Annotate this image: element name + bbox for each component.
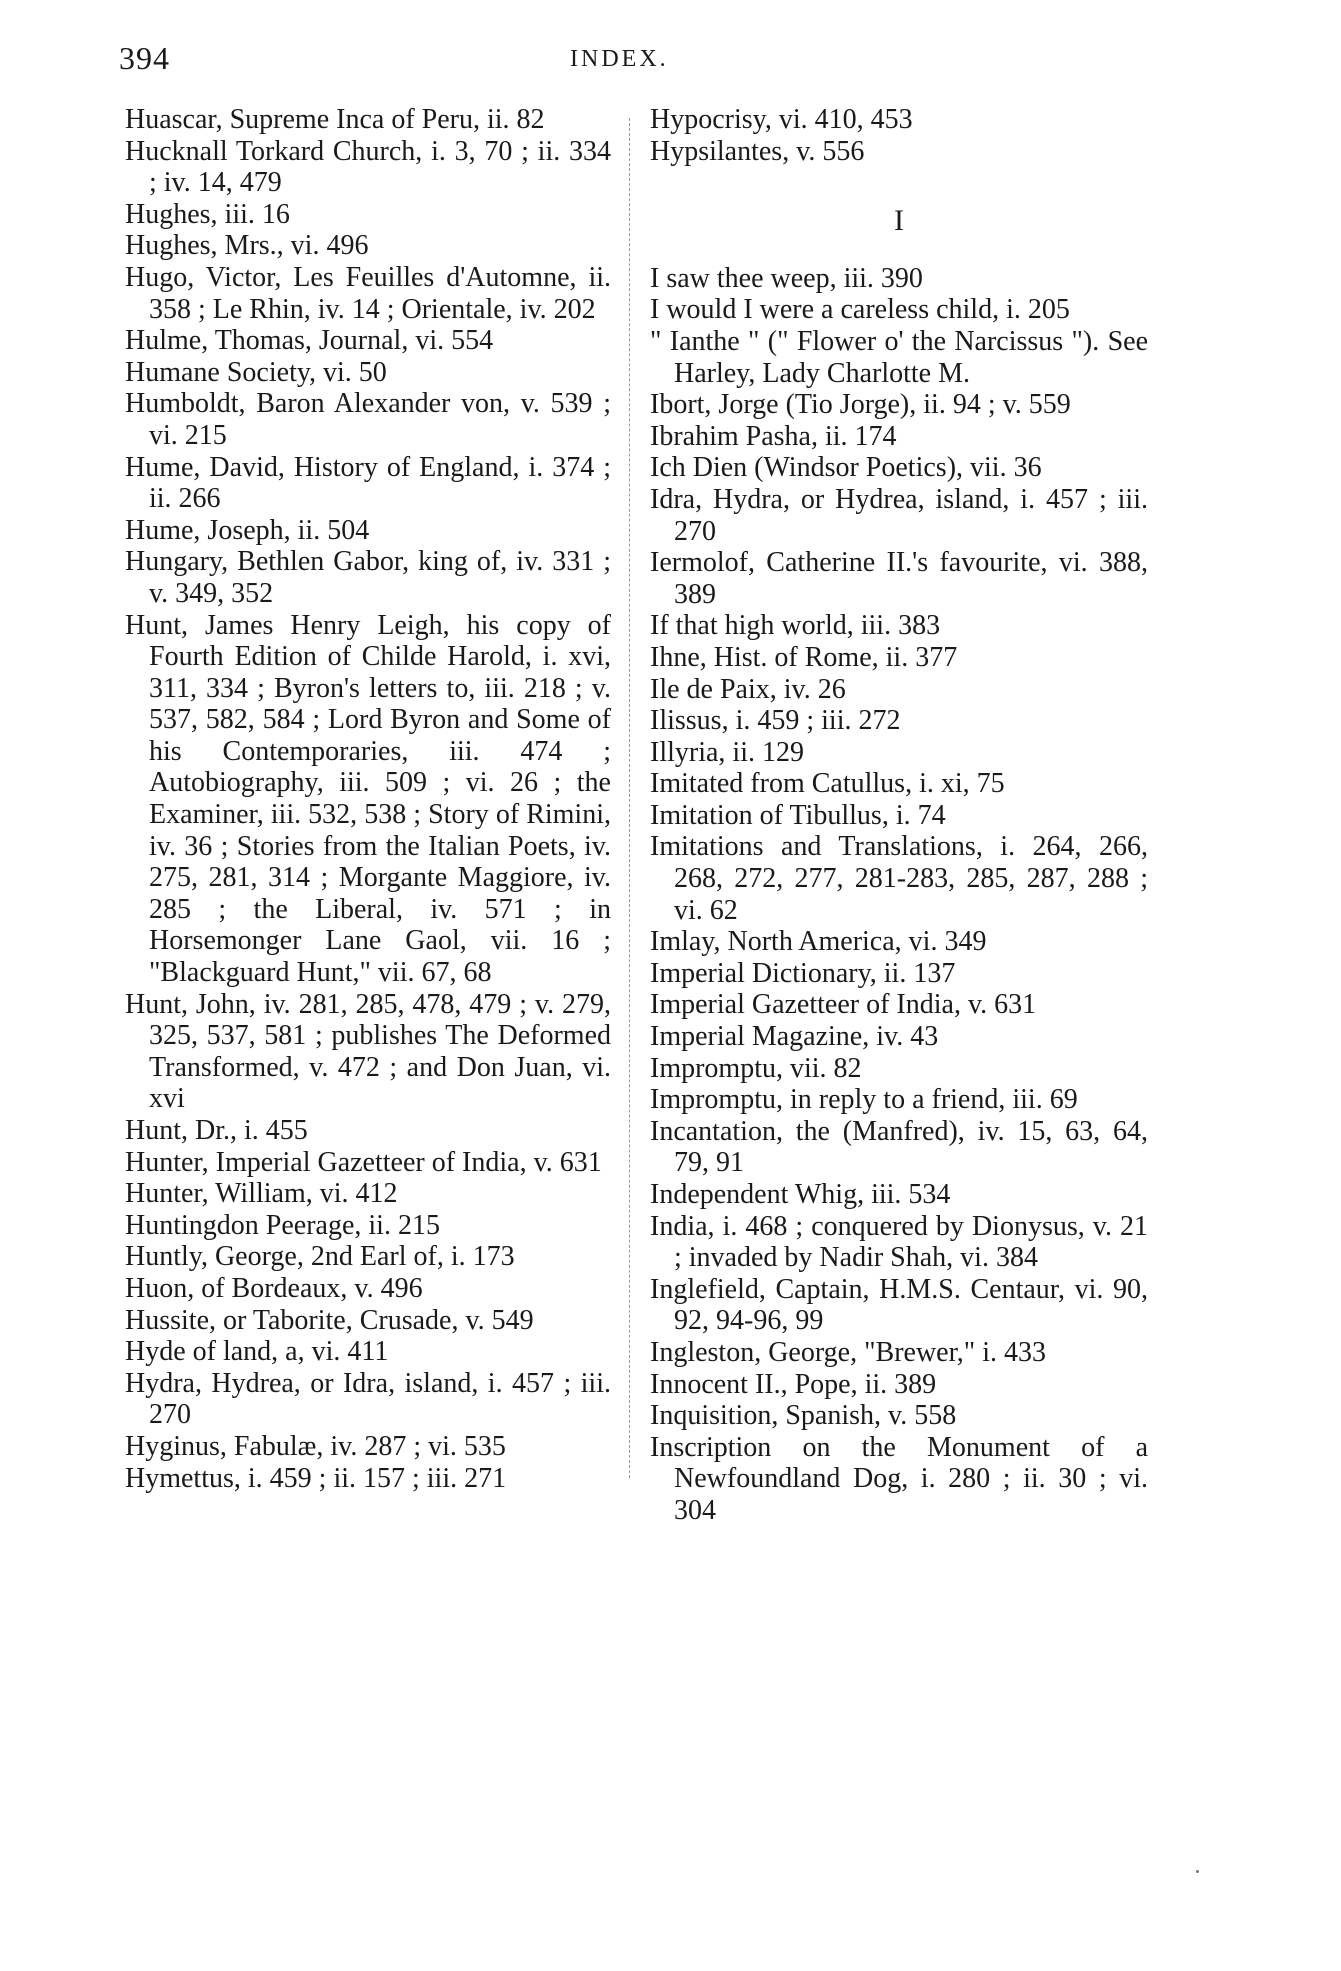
index-entry: Innocent II., Pope, ii. 389 (650, 1368, 937, 1400)
index-entry: Ilissus, i. 459 ; iii. 272 (650, 705, 901, 737)
index-entry: Hungary, Bethlen Gabor, king of, iv. 331 ; v. 349, 352 (125, 546, 611, 609)
index-entry: Ile de Paix, iv. 26 (650, 673, 846, 705)
index-entry: Hunt, Dr., i. 455 (125, 1115, 308, 1146)
index-entry: Imperial Magazine, iv. 43 (650, 1021, 939, 1053)
index-entry: Hydra, Hydrea, or Idra, island, i. 457 ; iii. 270 (125, 1367, 611, 1431)
left-column (125, 104, 611, 1494)
print-speck (1196, 1870, 1199, 1873)
index-entry: Illyria, ii. 129 (650, 736, 804, 768)
index-entry: Hunter, Imperial Gazetteer of India, v. 631 (125, 1146, 602, 1178)
index-entry: Incantation, the (Manfred), iv. 15, 63, 64, 79, 91 (650, 1115, 1148, 1179)
index-entry: India, i. 468 ; conquered by Dionysus, v. 21 ; invaded by Nadir Shah, vi. 384 (650, 1210, 1148, 1274)
index-entry: Ibrahim Pasha, ii. 174 (650, 420, 897, 452)
column-divider (629, 118, 630, 1478)
index-entry: Ingleston, George, "Brewer," i. 433 (650, 1336, 1047, 1368)
index-entry: Impromptu, in reply to a friend, iii. 69 (650, 1084, 1078, 1116)
index-entry: Imitation of Tibullus, i. 74 (650, 799, 946, 831)
page-number: 394 (119, 40, 170, 76)
index-entry: Hulme, Thomas, Journal, vi. 554 (125, 325, 494, 357)
index-entry: Huntingdon Peerage, ii. 215 (125, 1209, 440, 1241)
index-entry: Imperial Dictionary, ii. 137 (650, 957, 956, 989)
index-entry: Inscription on the Monument of a Newfoundland Dog, i. 280 ; ii. 30 ; vi. 304 (650, 1431, 1148, 1526)
index-entry: Impromptu, vii. 82 (650, 1052, 862, 1084)
right-column (650, 104, 1148, 1527)
index-entry: Hume, David, History of England, i. 374 ; ii. 266 (125, 451, 611, 515)
index-entry: If that high world, iii. 383 (650, 610, 941, 642)
index-entry: Huntly, George, 2nd Earl of, i. 173 (125, 1241, 515, 1273)
index-entry: Imitated from Catullus, i. xi, 75 (650, 768, 1005, 800)
index-entry: Ihne, Hist. of Rome, ii. 377 (650, 641, 958, 673)
index-entry: Inquisition, Spanish, v. 558 (650, 1400, 957, 1432)
index-entry: Huon, of Bordeaux, v. 496 (125, 1272, 423, 1304)
index-entry: Hunt, John, iv. 281, 285, 478, 479 ; v. 279, 325, 537, 581 ; publishes The Deformed Transformed, v. 472 ; and Don Juan, vi. xvi (125, 988, 611, 1115)
index-entry: Huascar, Supreme Inca of Peru, ii. 82 (125, 104, 545, 135)
index-entry: Idra, Hydra, or Hydrea, island, i. 457 ; iii. 270 (650, 483, 1148, 547)
index-entry: Hussite, or Taborite, Crusade, v. 549 (125, 1304, 534, 1336)
index-entry: Hymettus, i. 459 ; ii. 157 ; iii. 271 (125, 1462, 507, 1494)
index-entry: Hunt, James Henry Leigh, his copy of Fourth Edition of Childe Harold, i. xvi, 311, 334 ; Byron's letters to, iii. 218 ; v. 537, 582, 584 ; Lord Byron and Some of his Contemporaries, iii. 474 ; Autobiography, iii. 509 ; vi. 26 ; the Examiner, iii. 532, 538 ; Story of Rimini, iv. 36 ; Stories from the Italian Poets, iv. 275, 281, 314 ; Morgante Maggiore, iv. 285 ; the Liberal, iv. 571 ; in Horsemonger Lane Gaol, vii. 16 ; "Blackguard Hunt," vii. 67, 68 (125, 609, 611, 989)
index-entry: Hugo, Victor, Les Feuilles d'Automne, ii. 358 ; Le Rhin, iv. 14 ; Orientale, iv. 202 (125, 261, 611, 325)
index-entry: Inglefield, Captain, H.M.S. Centaur, vi. 90, 92, 94-96, 99 (650, 1273, 1148, 1337)
index-entry: Independent Whig, iii. 534 (650, 1179, 951, 1210)
index-entry: Hypocrisy, vi. 410, 453 (650, 104, 913, 135)
index-entry: Ich Dien (Windsor Poetics), vii. 36 (650, 452, 1042, 484)
index-entry: " Ianthe " (" Flower o' the Narcissus "). See Harley, Lady Charlotte M. (650, 325, 1148, 389)
index-entry: Humane Society, vi. 50 (125, 356, 387, 388)
index-entry: I would I were a careless child, i. 205 (650, 294, 1070, 326)
index-entry: Hughes, iii. 16 (125, 198, 290, 230)
section-letter: I (894, 204, 904, 238)
index-entry: Hughes, Mrs., vi. 496 (125, 230, 369, 262)
index-entry: Humboldt, Baron Alexander von, v. 539 ; vi. 215 (125, 388, 611, 451)
index-entry: Hyde of land, a, vi. 411 (125, 1336, 389, 1368)
index-entry: Hucknall Torkard Church, i. 3, 70 ; ii. 334 ; iv. 14, 479 (125, 135, 611, 199)
index-entry: Hypsilantes, v. 556 (650, 135, 865, 167)
index-entry: Ibort, Jorge (Tio Jorge), ii. 94 ; v. 559 (650, 389, 1071, 421)
index-entry: Hunter, William, vi. 412 (125, 1178, 398, 1210)
index-entry: Imitations and Translations, i. 264, 266, 268, 272, 277, 281-283, 285, 287, 288 ; vi. 62 (650, 831, 1148, 926)
index-entry: Hume, Joseph, ii. 504 (125, 514, 370, 546)
index-entry: Iermolof, Catherine II.'s favourite, vi. 388, 389 (650, 547, 1148, 610)
section-gap (650, 167, 1148, 189)
index-entry: Hyginus, Fabulæ, iv. 287 ; vi. 535 (125, 1430, 506, 1462)
index-entry: I saw thee weep, iii. 390 (650, 262, 923, 294)
running-head: INDEX. (570, 46, 669, 72)
index-entry: Imperial Gazetteer of India, v. 631 (650, 989, 1037, 1021)
index-entry: Imlay, North America, vi. 349 (650, 926, 987, 958)
